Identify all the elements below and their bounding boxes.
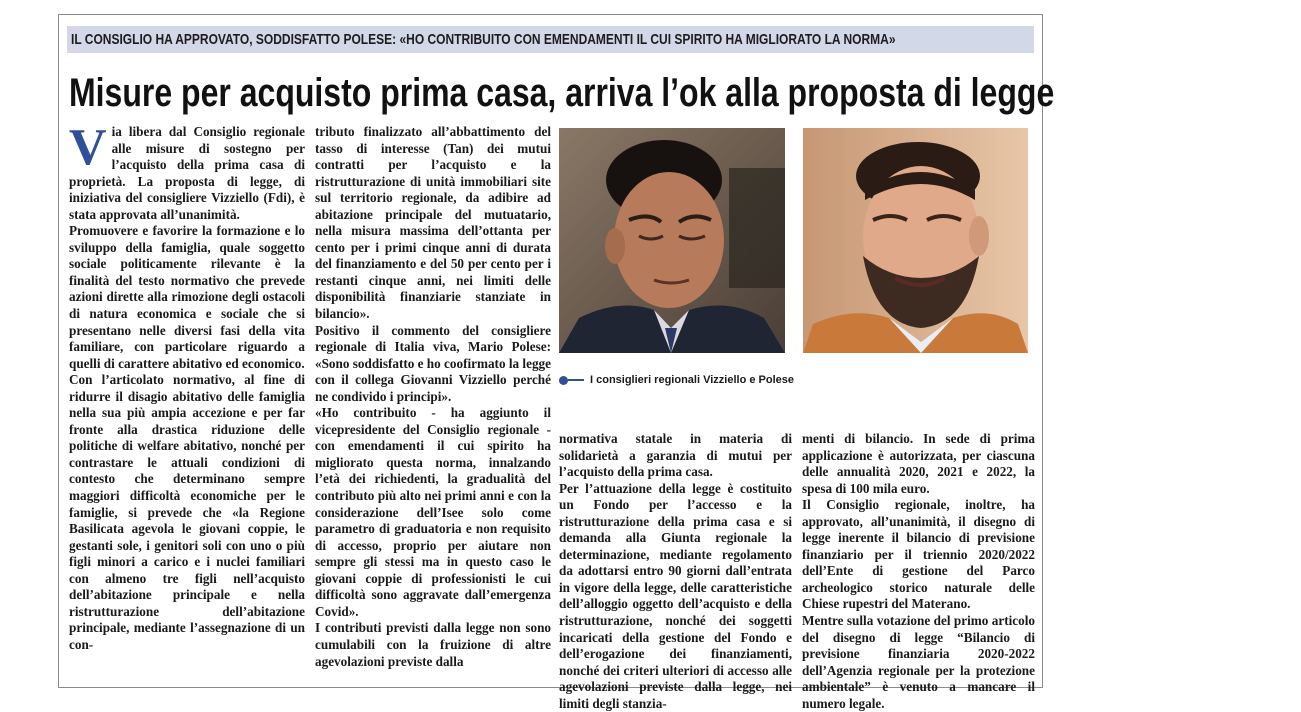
photo-vizziello [559, 128, 785, 353]
caption-line-icon [568, 379, 584, 381]
headline-text: Misure per acquisto prima casa, arriva l’ok alla proposta di legge [69, 71, 1055, 115]
photo-caption [559, 372, 819, 388]
kicker-text: IL CONSIGLIO HA APPROVATO, SODDISFATTO POLESE: «HO CONTRIBUITO CON EMENDAMENTI IL CUI SPIRITO HA MIGLIORATO LA NORMA» [71, 31, 896, 48]
article-column-4 [802, 431, 1035, 711]
article-column-1 [69, 119, 305, 684]
drop-cap: V [69, 119, 107, 176]
article [58, 14, 1055, 711]
article-column-2 [315, 124, 551, 684]
kicker-banner [67, 26, 1034, 53]
paragraph: I contributi previsti dalla legge non sono cumulabili con la fruizione di altre agevolazioni previste dalla [315, 620, 551, 669]
photo-polese [803, 128, 1028, 353]
article-column-3 [559, 431, 792, 711]
paragraph: Il Consiglio regionale, inoltre, ha approvato, all’unanimità, il disegno di legge inerente il bilancio di previsione finanziario per il triennio 2020/2022 dell’Ente di gestione del Parco archeologico storico naturale delle Chiese rupestri del Materano. [802, 497, 1035, 612]
paragraph: Con l’articolato normativo, al fine di ridurre il disagio abitativo delle famiglia nella sua più ampia accezione e per far fronte alla drastica riduzione delle politiche di welfare abitativo, nonché per contrastare le attuali condizioni di contesto che determinano sempre maggiori difficoltà economiche per le famiglie, si prevede che «la Regione Basilicata agevola le giovani coppie, le gestanti sole, i genitori soli con uno o più figli minori a carico e i nuclei familiari con almeno tre figli nell’acquisto dell’abitazione principale e nella ristrutturazione dell’abitazione principale, mediante l’assegnazione di un con- [69, 372, 305, 652]
portrait-illustration [803, 128, 1028, 353]
headline [69, 68, 1055, 118]
paragraph: Positivo il commento del consigliere regionale di Italia viva, Mario Polese: «Sono soddisfatto e ho coofirmato la legge con il collega Giovanni Vizziello perché ne condivido i principi». [315, 322, 551, 404]
paragraph: Promuovere e favorire la formazione e lo sviluppo della famiglia, quale soggetto sociale politicamente rilevante è la finalità del testo normativo che prevede azioni dirette alla rimozione degli ostacoli di natura economica e sociale che si presentano nelle diversi fasi della vita familiare, con particolare riguardo a quelli di carattere abitativo ed economico. [69, 223, 305, 371]
paragraph [69, 119, 305, 223]
paragraph: Per l’attuazione della legge è costituito un Fondo per l’accesso e la ristrutturazione della prima casa e si demanda alla Giunta regionale la determinazione, mediante regolamento da adottarsi entro 90 giorni dall’entrata in vigore della legge, delle caratteristiche dell’alloggio oggetto dell’acquisto e della ristrutturazione, nonché dei soggetti incaricati della gestione del Fondo e dell’erogazione dei finanziamenti, nonché dei criteri ulteriori di accesso alle agevolazioni previste dalla legge, nei limiti degli stanzia- [559, 480, 792, 711]
paragraph: Mentre sulla votazione del primo articolo del disegno di legge “Bilancio di previsione finanziaria 2020-2022 dell’Agenzia regionale per la protezione ambientale” è venuto a mancare il numero legale. [802, 613, 1035, 711]
caption-text: I consiglieri regionali Vizziello e Polese [590, 374, 794, 386]
paragraph: normativa statale in materia di solidarietà a garanzia di mutui per l’acquisto della prima casa. [559, 431, 792, 480]
paragraph: tributo finalizzato all’abbattimento del tasso di interesse (Tan) dei mutui contratti per l’acquisto e la ristrutturazione di unità immobiliari site sul territorio regionale, da adibire ad abitazione principale del mutuatario, nella misura massima dell’ottanta per cento per i primi cinque anni di durata del finanziamento e del 50 per cento per i restanti cinque anni, nei limiti delle disponibilità finanziarie stanziate in bilancio». [315, 124, 551, 322]
portrait-illustration [559, 128, 785, 353]
paragraph: «Ho contribuito - ha aggiunto il vicepresidente del Consiglio regionale - con emendamenti il cui spirito ha migliorato questa norma, innalzando l’età dei richiedenti, la gradualità del contributo più alto nei primi anni e con la considerazione dell’Isee solo come parametro di graduatoria e non requisito di accesso, proprio per aiutare non sempre gli stessi ma in questo caso le giovani coppie di professionisti le cui difficoltà sono aggravate dall’emergenza Covid». [315, 405, 551, 619]
paragraph-text: ia libera dal Consiglio regionale alle misure di sostegno per l’acquisto della prima casa di proprietà. La proposta di legge, di iniziativa del consigliere Vizziello (Fdi), è stata approvata all’unanimità. [69, 124, 305, 222]
paragraph: menti di bilancio. In sede di prima applicazione è autorizzata, per ciascuna delle annualità 2020, 2021 e 2022, la spesa di 100 mila euro. [802, 431, 1035, 496]
caption-bullet-icon [559, 376, 568, 385]
